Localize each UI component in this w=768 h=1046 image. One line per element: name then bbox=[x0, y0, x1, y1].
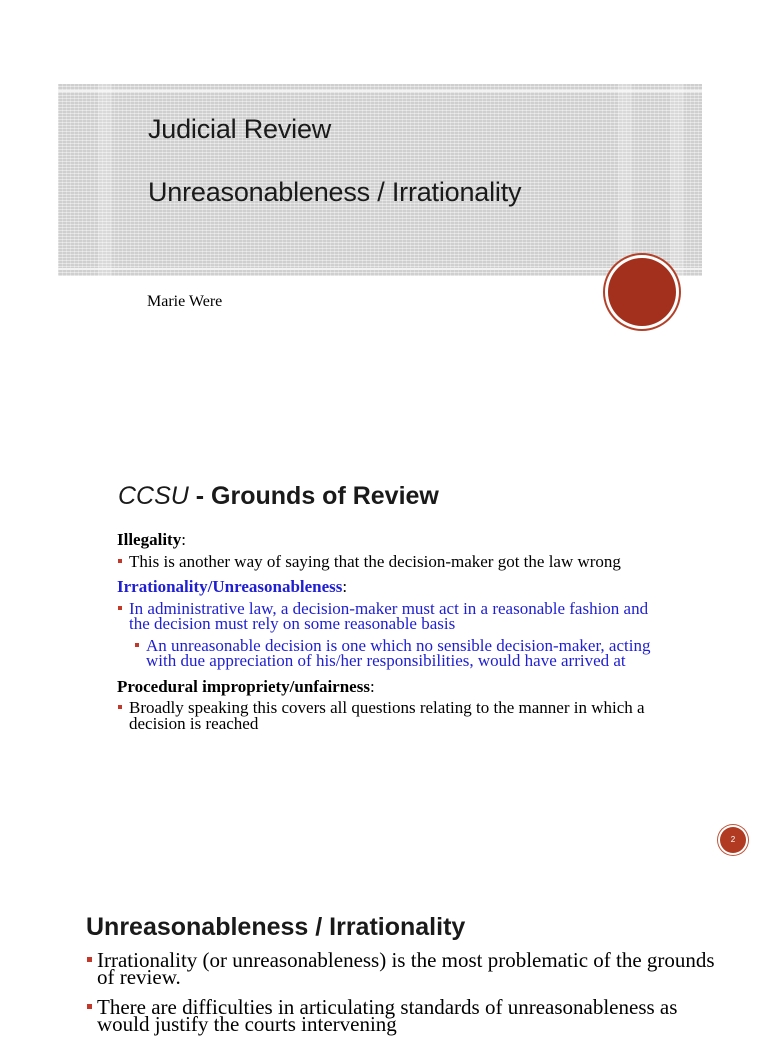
bullet-marker bbox=[87, 957, 92, 962]
bullet-item: There are difficulties in articulating standards of unreasonableness as would justify the courts intervening bbox=[86, 999, 726, 1033]
band-stripe bbox=[618, 84, 632, 276]
section-heading-irrationality: Irrationality/Unreasonableness: bbox=[117, 577, 348, 596]
title-rest: - Grounds of Review bbox=[188, 482, 439, 510]
slide-title: Unreasonableness / Irrationality bbox=[86, 913, 466, 941]
page-number-badge: 2 bbox=[720, 827, 746, 853]
title-band bbox=[58, 84, 702, 276]
bullet-marker bbox=[135, 643, 139, 647]
slide-body bbox=[117, 532, 657, 741]
band-stripe bbox=[98, 84, 112, 276]
case-abbreviation: CCSU bbox=[118, 482, 189, 510]
unreasonableness-slide bbox=[0, 905, 768, 1036]
slide-title: Judicial Review bbox=[148, 114, 332, 144]
slide-subtitle: Unreasonableness / Irrationality bbox=[148, 177, 522, 207]
bullet-item: Broadly speaking this covers all questions relating to the manner in which a decision is reached bbox=[117, 700, 657, 731]
section-heading-procedural: Procedural impropriety/unfairness: bbox=[117, 676, 375, 696]
band-stripe bbox=[670, 84, 684, 276]
bullet-marker bbox=[118, 606, 122, 610]
grounds-of-review-slide bbox=[0, 470, 768, 860]
sub-bullet-item: An unreasonable decision is one which no sensible decision-maker, acting with due appreciation of his/her responsibilities, would have arrived at bbox=[134, 638, 657, 669]
band-rule-bottom bbox=[58, 268, 702, 270]
slide-body bbox=[86, 948, 726, 1046]
bullet-item: This is another way of saying that the decision-maker got the law wrong bbox=[117, 554, 657, 570]
decorative-circle bbox=[608, 258, 676, 326]
bullet-item: Irrationality (or unreasonableness) is the most problematic of the grounds of review. bbox=[86, 952, 726, 986]
title-slide bbox=[0, 0, 768, 410]
bullet-marker bbox=[118, 559, 122, 563]
bullet-item: In administrative law, a decision-maker must act in a reasonable fashion and the decision must rely on some reasonable basis bbox=[117, 601, 657, 632]
bullet-marker bbox=[87, 1004, 92, 1009]
band-rule-top bbox=[58, 90, 702, 92]
author-name: Marie Were bbox=[147, 293, 223, 310]
bullet-marker bbox=[118, 705, 122, 709]
slide-title bbox=[118, 482, 439, 511]
section-heading-illegality: Illegality: bbox=[117, 530, 186, 549]
